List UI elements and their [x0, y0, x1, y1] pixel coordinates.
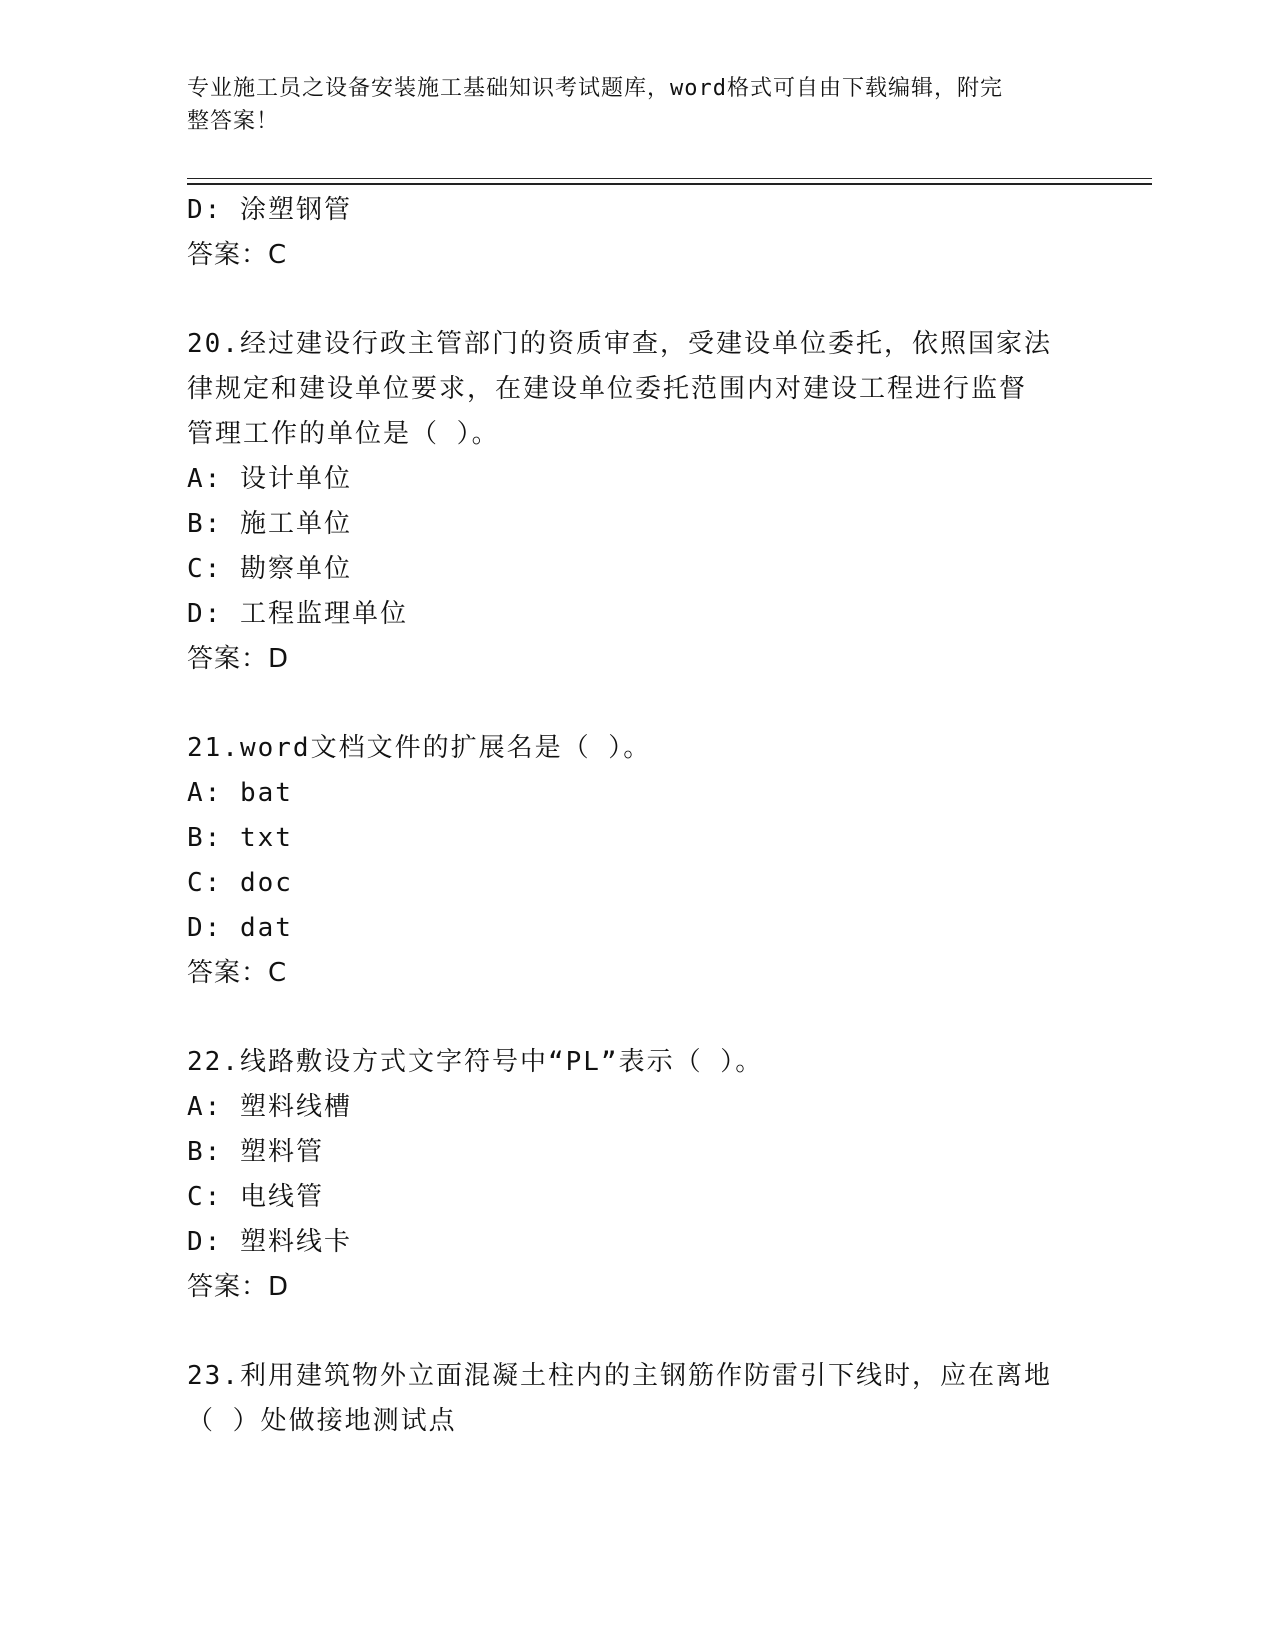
q20-option-c: C: 勘察单位 [187, 554, 352, 584]
prev-question-answer: 答案：C [187, 240, 288, 270]
q23-stem-line-1: 23.利用建筑物外立面混凝土柱内的主钢筋作防雷引下线时，应在离地 [187, 1361, 1052, 1391]
q22-option-b: B: 塑料管 [187, 1137, 324, 1167]
q22-option-d: D: 塑料线卡 [187, 1227, 352, 1257]
header-line-1: 专业施工员之设备安装施工基础知识考试题库，word格式可自由下载编辑，附完 [187, 76, 1003, 101]
header-line-2: 整答案！ [187, 109, 280, 134]
q20-stem-line-3: 管理工作的单位是（ ）。 [187, 419, 500, 449]
q21-option-a: A: bat [187, 778, 293, 808]
prev-question-option-d: D: 涂塑钢管 [187, 195, 352, 225]
q22-stem-line-1: 22.线路敷设方式文字符号中“PL”表示（ ）。 [187, 1047, 764, 1077]
q20-option-b: B: 施工单位 [187, 509, 352, 539]
q21-answer: 答案：C [187, 958, 288, 988]
q21-option-b: B: txt [187, 823, 293, 853]
q20-stem-line-1: 20.经过建设行政主管部门的资质审查，受建设单位委托，依照国家法 [187, 329, 1052, 359]
q21-option-d: D: dat [187, 913, 293, 943]
header-rule-thick [187, 183, 1152, 185]
q20-stem-line-2: 律规定和建设单位要求，在建设单位委托范围内对建设工程进行监督 [187, 374, 1028, 404]
q22-option-c: C: 电线管 [187, 1182, 324, 1212]
header-rule-thin [187, 178, 1152, 179]
q22-option-a: A: 塑料线槽 [187, 1092, 352, 1122]
q20-option-d: D: 工程监理单位 [187, 599, 408, 629]
document-header [187, 72, 1067, 138]
q23-stem-line-2: （ ）处做接地测试点 [187, 1406, 457, 1436]
q20-option-a: A: 设计单位 [187, 464, 352, 494]
q22-answer: 答案：D [187, 1272, 290, 1302]
q21-stem-line-1: 21.word文档文件的扩展名是（ ）。 [187, 733, 652, 763]
q21-option-c: C: doc [187, 868, 293, 898]
q20-answer: 答案：D [187, 644, 290, 674]
